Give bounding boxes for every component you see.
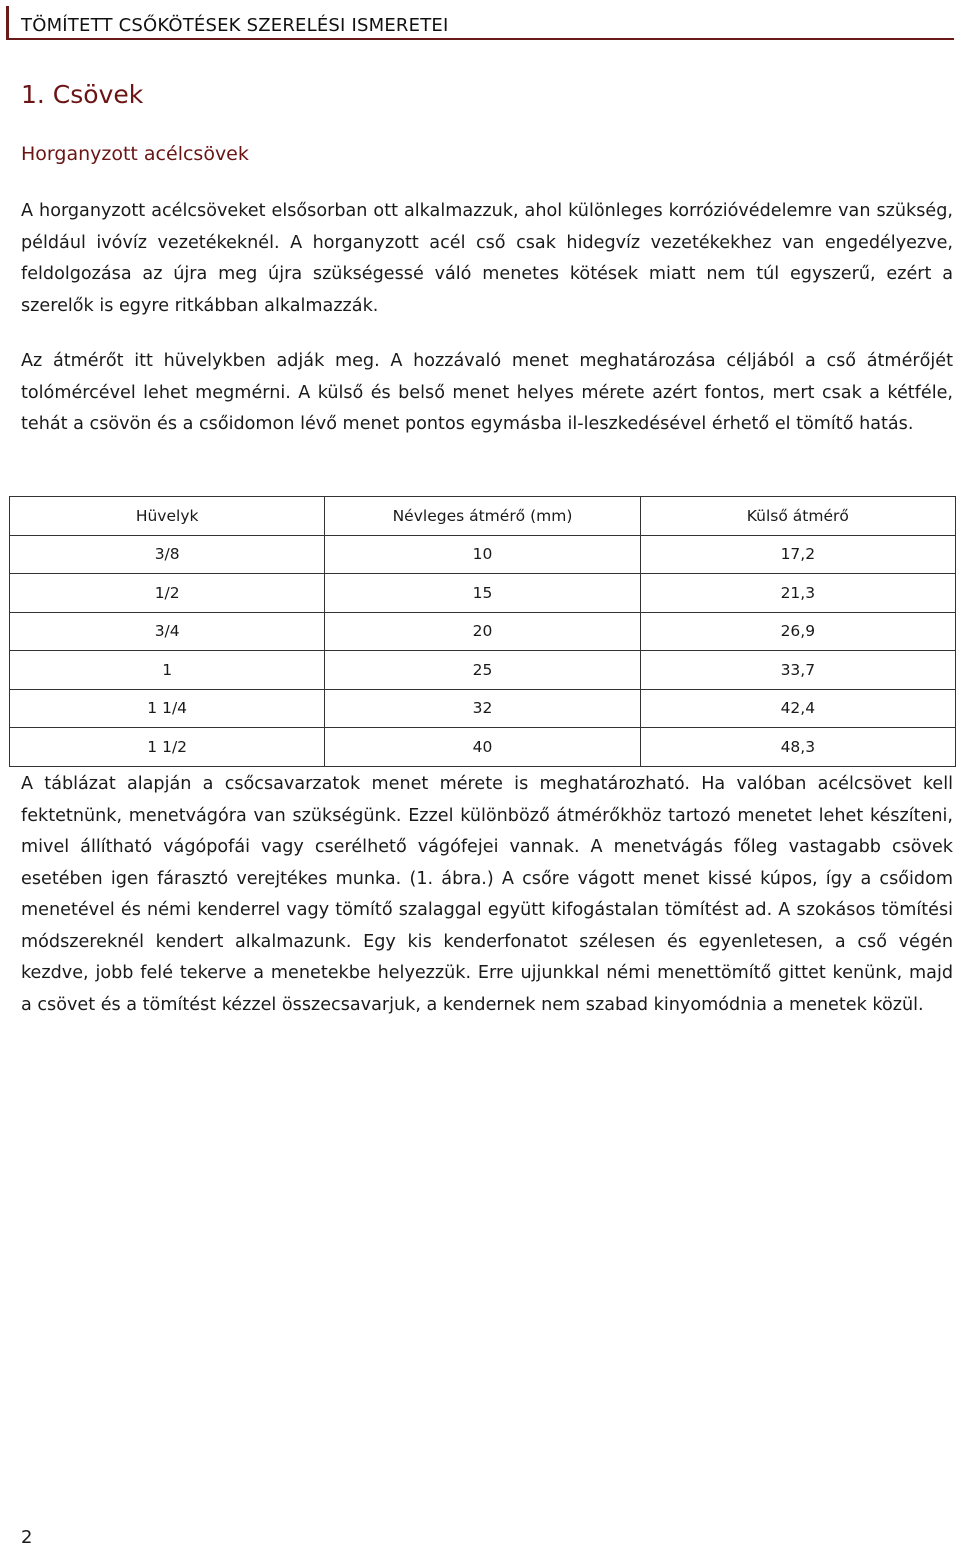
table-cell: 40 [325,728,640,767]
table-row [10,574,956,613]
header-title: TÖMÍTETT CSŐKÖTÉSEK SZERELÉSI ISMERETEI [21,15,449,36]
table-cell: 1 1/2 [10,728,325,767]
paragraph-threading: A táblázat alapján a csőcsavarzatok menet mérete is meghatározható. Ha valóban acélcsövet kell fektetnünk, menetvágóra van szükségünk. Ezzel különböző átmérőkhöz tartozó menetet lehet készíteni, mivel állítható vágópofái vagy cserélhető vágófejei vannak. A menetvágás főleg vastagabb csövek esetében igen fárasztó verejtékes munka. (1. ábra.) A csőre vágott menet kissé kúpos, így a csőidom menetével és némi kenderrel vagy tömítő szalaggal együtt kifogástalan tömítést ad. A szokásos tömítési módszereknél kendert alkalmazunk. Egy kis kenderfonatot szélesen és egyenletesen, a cső végén kezdve, jobb felé tekerve a menetekbe helyezzük. Erre ujjunkkal némi menettömítő gittet kenünk, majd a csövet és a tömítést kézzel összecsavarjuk, a kendernek nem szabad kinyomódnia a menetek közül. [21,774,953,1015]
table-row [10,728,956,767]
table-cell: 1 [10,651,325,690]
table-cell: 3/8 [10,535,325,574]
table-cell: 25 [325,651,640,690]
page-header [6,6,954,40]
column-header-outer: Külső átmérő [640,497,955,536]
paragraph-diameter: Az átmérőt itt hüvelykben adják meg. A hozzávaló menet meghatározása céljából a cső átmérőjét tolómércével lehet megmérni. A külső és belső menet helyes mérete azért fontos, mert csak a kétféle, tehát a csövön és a csőidomon lévő menet pontos egymásba il-leszkedésével érhető el tömítő hatás. [21,351,953,434]
table-row [10,535,956,574]
table-cell: 17,2 [640,535,955,574]
table-cell: 26,9 [640,612,955,651]
table-cell: 3/4 [10,612,325,651]
column-header-inch: Hüvelyk [10,497,325,536]
table-cell: 42,4 [640,689,955,728]
table-row [10,612,956,651]
pipe-size-table [9,496,956,767]
section-heading: 1. Csövek [21,80,144,109]
table-header-row [10,497,956,536]
page-number: 2 [21,1527,33,1548]
table-cell: 21,3 [640,574,955,613]
table-cell: 32 [325,689,640,728]
table-row [10,689,956,728]
column-header-nominal: Névleges átmérő (mm) [325,497,640,536]
table-cell: 48,3 [640,728,955,767]
paragraph-intro: A horganyzott acélcsöveket elsősorban ott alkalmazzuk, ahol különleges korrózióvédelemre van szükség, például ivóvíz vezetékeknél. A horganyzott acél cső csak hidegvíz vezetékekhez van engedélyezve, feldolgozása az újra meg újra szükségessé váló menetes kötések miatt nem túl egyszerű, ezért a szerelők is egyre ritkábban alkalmazzák. [21,201,953,316]
subsection-heading: Horganyzott acélcsövek [21,143,249,165]
table-cell: 33,7 [640,651,955,690]
table-cell: 1 1/4 [10,689,325,728]
table-cell: 20 [325,612,640,651]
table-cell: 10 [325,535,640,574]
table-cell: 1/2 [10,574,325,613]
table-cell: 15 [325,574,640,613]
table-row [10,651,956,690]
